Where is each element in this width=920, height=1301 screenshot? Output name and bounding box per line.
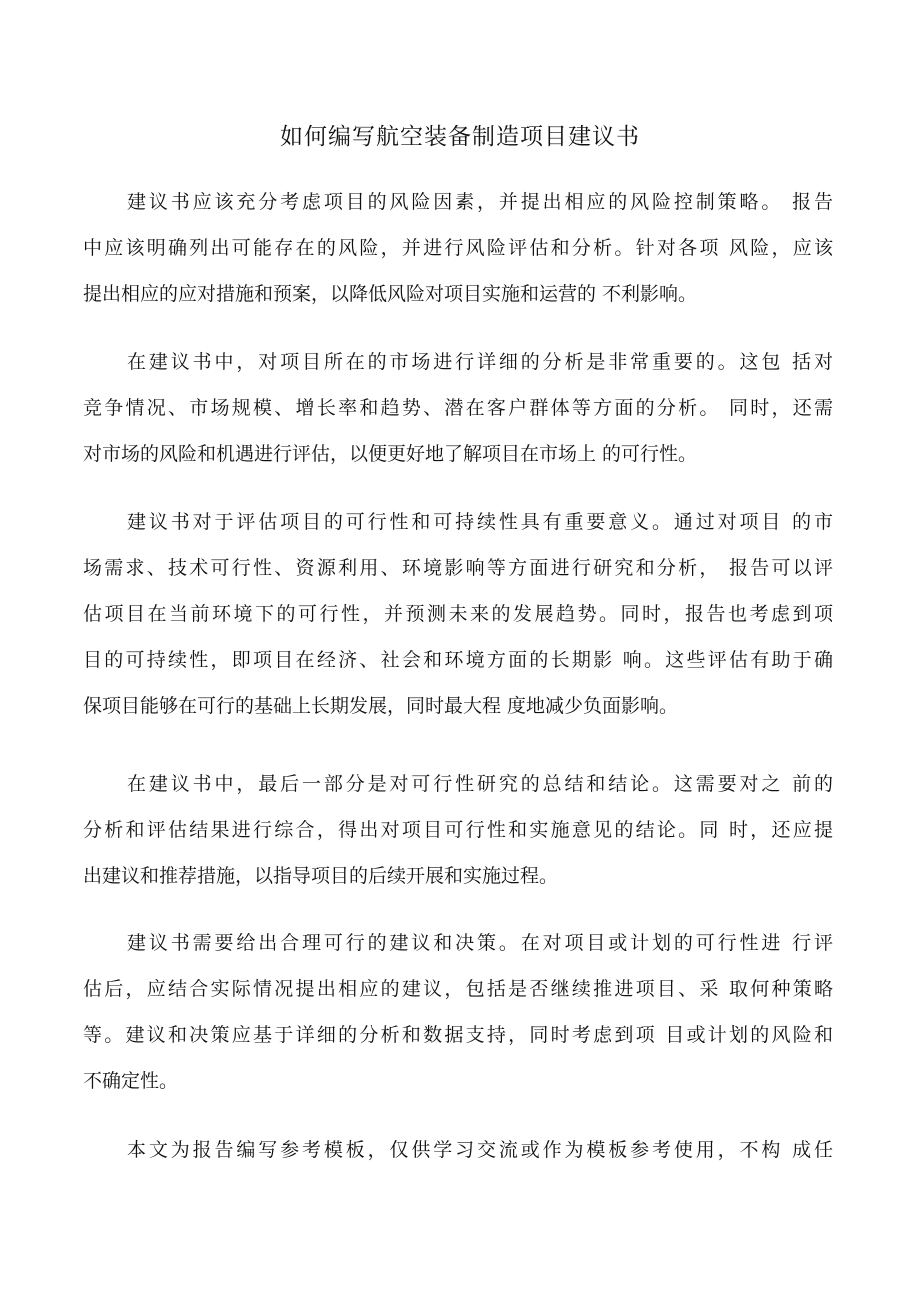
paragraph-line: 出建议和推荐措施，以指导项目的后续开展和实施过程。 [83, 865, 559, 887]
paragraph-line: 估后，应结合实际情况提出相应的建议，包括是否继续推进项目、采 取何种策略 [83, 978, 833, 1000]
paragraph-line: 竞争情况、市场规模、增长率和趋势、潜在客户群体等方面的分析。 同时，还需 [83, 397, 833, 419]
paragraph-line: 在建议书中，最后一部分是对可行性研究的总结和结论。这需要对之 前的 [127, 773, 833, 795]
paragraph-feasibility [83, 499, 833, 729]
paragraph-line: 对市场的风险和机遇进行评估，以便更好地了解项目在市场上 的可行性。 [83, 443, 698, 465]
paragraph-line: 不确定性。 [83, 1070, 179, 1092]
paragraph-line: 建议书对于评估项目的可行性和可持续性具有重要意义。通过对项目 的市 [127, 511, 833, 533]
paragraph-line: 提出相应的应对措施和预案，以降低风险对项目实施和运营的 不利影响。 [83, 283, 698, 305]
paragraph-risk [83, 179, 833, 317]
paragraph-line: 场需求、技术可行性、资源利用、环境影响等方面进行研究和分析， 报告可以评 [83, 557, 833, 579]
paragraph-line: 建议书需要给出合理可行的建议和决策。在对项目或计划的可行性进 行评 [127, 932, 833, 954]
paragraph-line: 中应该明确列出可能存在的风险，并进行风险评估和分析。针对各项 风险，应该 [83, 237, 833, 259]
paragraph-line: 建议书应该充分考虑项目的风险因素，并提出相应的风险控制策略。 报告 [127, 191, 833, 213]
paragraph-line: 本文为报告编写参考模板，仅供学习交流或作为模板参考使用，不构 成任 [127, 1139, 833, 1161]
paragraph-line: 估项目在当前环境下的可行性，并预测未来的发展趋势。同时，报告也考虑到项 [83, 603, 833, 625]
paragraph-disclaimer [83, 1127, 833, 1173]
document-title: 如何编写航空装备制造项目建议书 [280, 124, 640, 150]
paragraph-line: 分析和评估结果进行综合，得出对项目可行性和实施意见的结论。同 时，还应提 [83, 819, 833, 841]
paragraph-market [83, 339, 833, 477]
paragraph-recommendation [83, 920, 833, 1104]
paragraph-conclusion [83, 761, 833, 899]
paragraph-line: 在建议书中，对项目所在的市场进行详细的分析是非常重要的。这包 括对 [127, 351, 833, 373]
paragraph-line: 保项目能够在可行的基础上长期发展，同时最大程 度地减少负面影响。 [83, 695, 679, 717]
paragraph-line: 目的可持续性，即项目在经济、社会和环境方面的长期影 响。这些评估有助于确 [83, 649, 833, 671]
paragraph-line: 等。建议和决策应基于详细的分析和数据支持，同时考虑到项 目或计划的风险和 [83, 1024, 833, 1046]
